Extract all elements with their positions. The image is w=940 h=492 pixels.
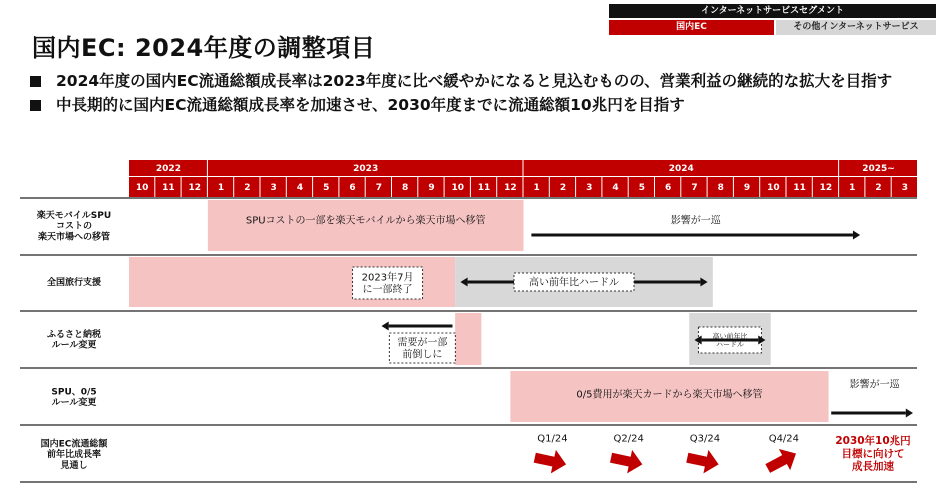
growth-arrow-icon xyxy=(762,443,802,479)
growth-arrow-icon xyxy=(532,446,568,476)
row-label: 楽天モバイルSPU コストの楽天市場への移管 xyxy=(36,210,112,243)
quarter-label: Q4/24 xyxy=(768,433,800,445)
arrow-text: 影響が一巡 xyxy=(670,215,721,227)
month-label: 10 xyxy=(451,183,465,194)
month-label: 12 xyxy=(819,183,833,194)
page-title: 国内EC: 2024年度の調整項目 xyxy=(32,34,376,62)
quarter-label: Q2/24 xyxy=(613,433,644,445)
bar-text: SPUコストの一部を楽天モバイルから楽天市場へ移管 xyxy=(245,215,486,227)
arrow-demand-pulled-forward-head xyxy=(381,322,388,331)
bar-text: 0/5費用が楽天カードから楽天市場へ移管 xyxy=(576,389,763,401)
segment-tab-domestic-ec[interactable]: 国内EC xyxy=(609,20,774,35)
month-label: 2 xyxy=(244,183,251,194)
year-label: 2023 xyxy=(353,164,379,175)
month-label: 12 xyxy=(188,183,202,194)
month-label: 11 xyxy=(162,183,175,194)
month-label: 1 xyxy=(533,183,540,194)
year-label: 2025~ xyxy=(862,164,895,175)
growth-arrow-shape xyxy=(685,446,721,476)
month-label: 9 xyxy=(428,183,435,194)
arrow-text: 需要が一部前倒しに xyxy=(397,337,448,361)
year-label: 2024 xyxy=(668,164,694,175)
arrow-impact-cycled-head xyxy=(853,231,860,240)
bullet-text: 中長期的に国内EC流通総額成長率を加速させ、2030年度までに流通総額10兆円を目指す xyxy=(56,96,685,114)
bar-furusato xyxy=(455,313,481,365)
month-label: 6 xyxy=(349,183,356,194)
month-label: 10 xyxy=(135,183,149,194)
month-label: 3 xyxy=(586,183,593,194)
month-label: 2 xyxy=(559,183,567,194)
arrow-text: 高い前年比ハードル xyxy=(712,332,748,349)
month-label: 10 xyxy=(767,183,780,194)
row-label: 全国旅行支援 xyxy=(46,278,102,289)
arrow-impact-cycled-05-head xyxy=(906,409,913,418)
month-label: 11 xyxy=(793,183,806,194)
segment-tab-other-internet[interactable]: その他インターネットサービス xyxy=(776,20,936,35)
month-label: 4 xyxy=(296,183,304,194)
month-label: 2 xyxy=(875,183,882,194)
month-label: 8 xyxy=(717,183,724,194)
month-label: 6 xyxy=(665,183,672,194)
arrow-text: 影響が一巡 xyxy=(849,379,900,391)
growth-arrow-icon xyxy=(685,446,721,476)
month-label: 3 xyxy=(901,183,908,194)
quarter-label: Q1/24 xyxy=(537,433,568,445)
month-label: 4 xyxy=(612,183,619,194)
growth-arrow-shape xyxy=(609,446,645,476)
month-label: 7 xyxy=(691,183,698,194)
growth-arrow-icon xyxy=(609,446,645,476)
month-label: 1 xyxy=(217,183,225,194)
goal-text: 2030年10兆円目標に向けて成長加速 xyxy=(835,435,911,473)
month-label: 5 xyxy=(323,183,330,194)
segment-header: インターネットサービスセグメント xyxy=(609,4,936,18)
month-label: 8 xyxy=(402,183,409,194)
note-text: 2023年7月に一部終了 xyxy=(361,272,414,296)
row-label: SPU、0/5 ルール変更 xyxy=(51,387,97,409)
row-label: 国内EC流通総額前年比成長率見通し xyxy=(40,439,108,472)
month-label: 12 xyxy=(504,183,517,194)
month-label: 5 xyxy=(638,183,645,194)
row-label: ふるさと納税ルール変更 xyxy=(46,329,102,351)
month-label: 11 xyxy=(477,183,491,194)
month-label: 1 xyxy=(849,183,856,194)
month-label: 9 xyxy=(743,183,751,194)
quarter-label: Q3/24 xyxy=(689,433,721,445)
arrow-text: 高い前年比ハードル xyxy=(528,277,619,289)
year-label: 2022 xyxy=(155,164,181,175)
growth-arrow-shape xyxy=(532,446,568,476)
month-label: 7 xyxy=(375,183,382,194)
growth-arrow-shape xyxy=(762,443,802,479)
bullet-text: 2024年度の国内EC流通総額成長率は2023年度に比べ緩やかになると見込むものの、営業利益の継続的な拡大を目指す xyxy=(56,72,893,90)
month-label: 3 xyxy=(270,183,277,194)
